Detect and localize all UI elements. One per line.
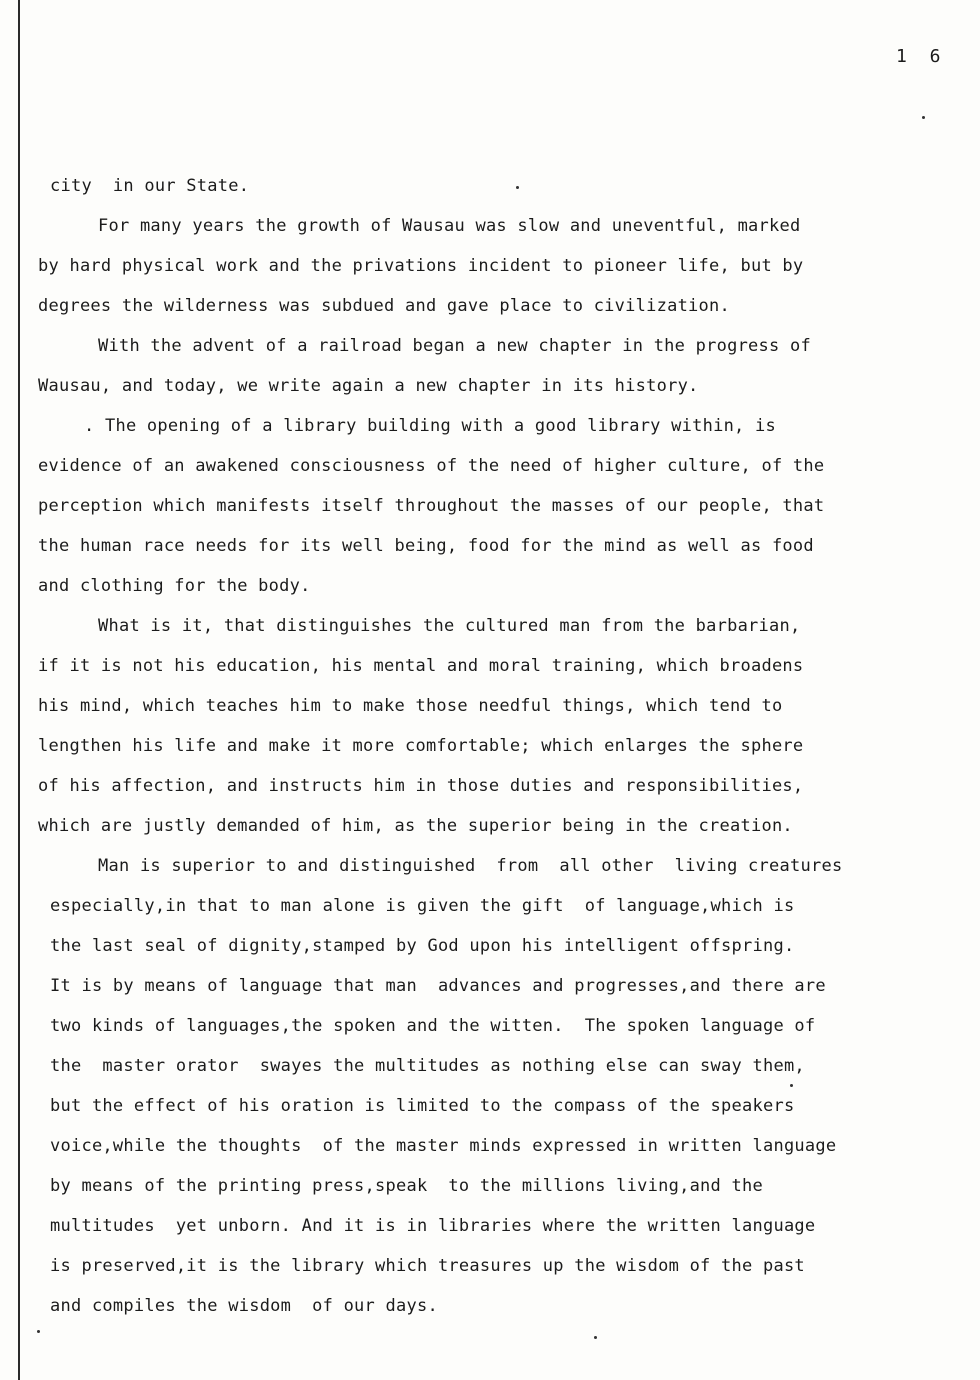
page-number: 1 6 (896, 46, 947, 67)
text-line-29: and compiles the wisdom of our days. (50, 1296, 438, 1316)
paper-speck (37, 1330, 40, 1333)
text-line-19: especially,in that to man alone is given the gift of language,which is (50, 896, 795, 916)
text-line-18: Man is superior to and distinguished from all other living creatures (98, 856, 843, 876)
paper-speck (516, 186, 519, 189)
page-left-edge (18, 0, 20, 1380)
text-line-11: and clothing for the body. (38, 576, 311, 596)
text-line-4: degrees the wilderness was subdued and gave place to civilization. (38, 296, 731, 316)
text-line-8: evidence of an awakened consciousness of the need of higher culture, of the (38, 456, 825, 476)
paper-speck (594, 1336, 597, 1339)
text-line-22: two kinds of languages,the spoken and the witten. The spoken language of (50, 1016, 816, 1036)
text-line-24: but the effect of his oration is limited to the compass of the speakers (50, 1096, 795, 1116)
text-line-27: multitudes yet unborn. And it is in libraries where the written language (50, 1216, 816, 1236)
text-line-9: perception which manifests itself throughout the masses of our people, that (38, 496, 825, 516)
text-line-23: the master orator swayes the multitudes as nothing else can sway them, (50, 1056, 805, 1076)
text-line-10: the human race needs for its well being, food for the mind as well as food (38, 536, 814, 556)
paper-speck (790, 1084, 793, 1087)
text-line-7: . The opening of a library building with a good library within, is (84, 416, 777, 436)
text-line-13: if it is not his education, his mental and moral training, which broadens (38, 656, 804, 676)
text-line-1: city in our State. (50, 176, 250, 196)
text-line-14: his mind, which teaches him to make those needful things, which tend to (38, 696, 783, 716)
text-line-26: by means of the printing press,speak to the millions living,and the (50, 1176, 763, 1196)
text-line-6: Wausau, and today, we write again a new chapter in its history. (38, 376, 699, 396)
text-line-28: is preserved,it is the library which treasures up the wisdom of the past (50, 1256, 805, 1276)
text-line-21: It is by means of language that man advances and progresses,and there are (50, 976, 826, 996)
text-line-25: voice,while the thoughts of the master minds expressed in written language (50, 1136, 837, 1156)
text-line-5: With the advent of a railroad began a new chapter in the progress of (98, 336, 811, 356)
text-line-12: What is it, that distinguishes the cultured man from the barbarian, (98, 616, 801, 636)
paper-speck (922, 116, 925, 119)
text-line-16: of his affection, and instructs him in those duties and responsibilities, (38, 776, 804, 796)
text-line-20: the last seal of dignity,stamped by God upon his intelligent offspring. (50, 936, 795, 956)
text-line-17: which are justly demanded of him, as the superior being in the creation. (38, 816, 793, 836)
text-line-15: lengthen his life and make it more comfortable; which enlarges the sphere (38, 736, 804, 756)
text-line-3: by hard physical work and the privations incident to pioneer life, but by (38, 256, 804, 276)
text-line-2: For many years the growth of Wausau was slow and uneventful, marked (98, 216, 801, 236)
